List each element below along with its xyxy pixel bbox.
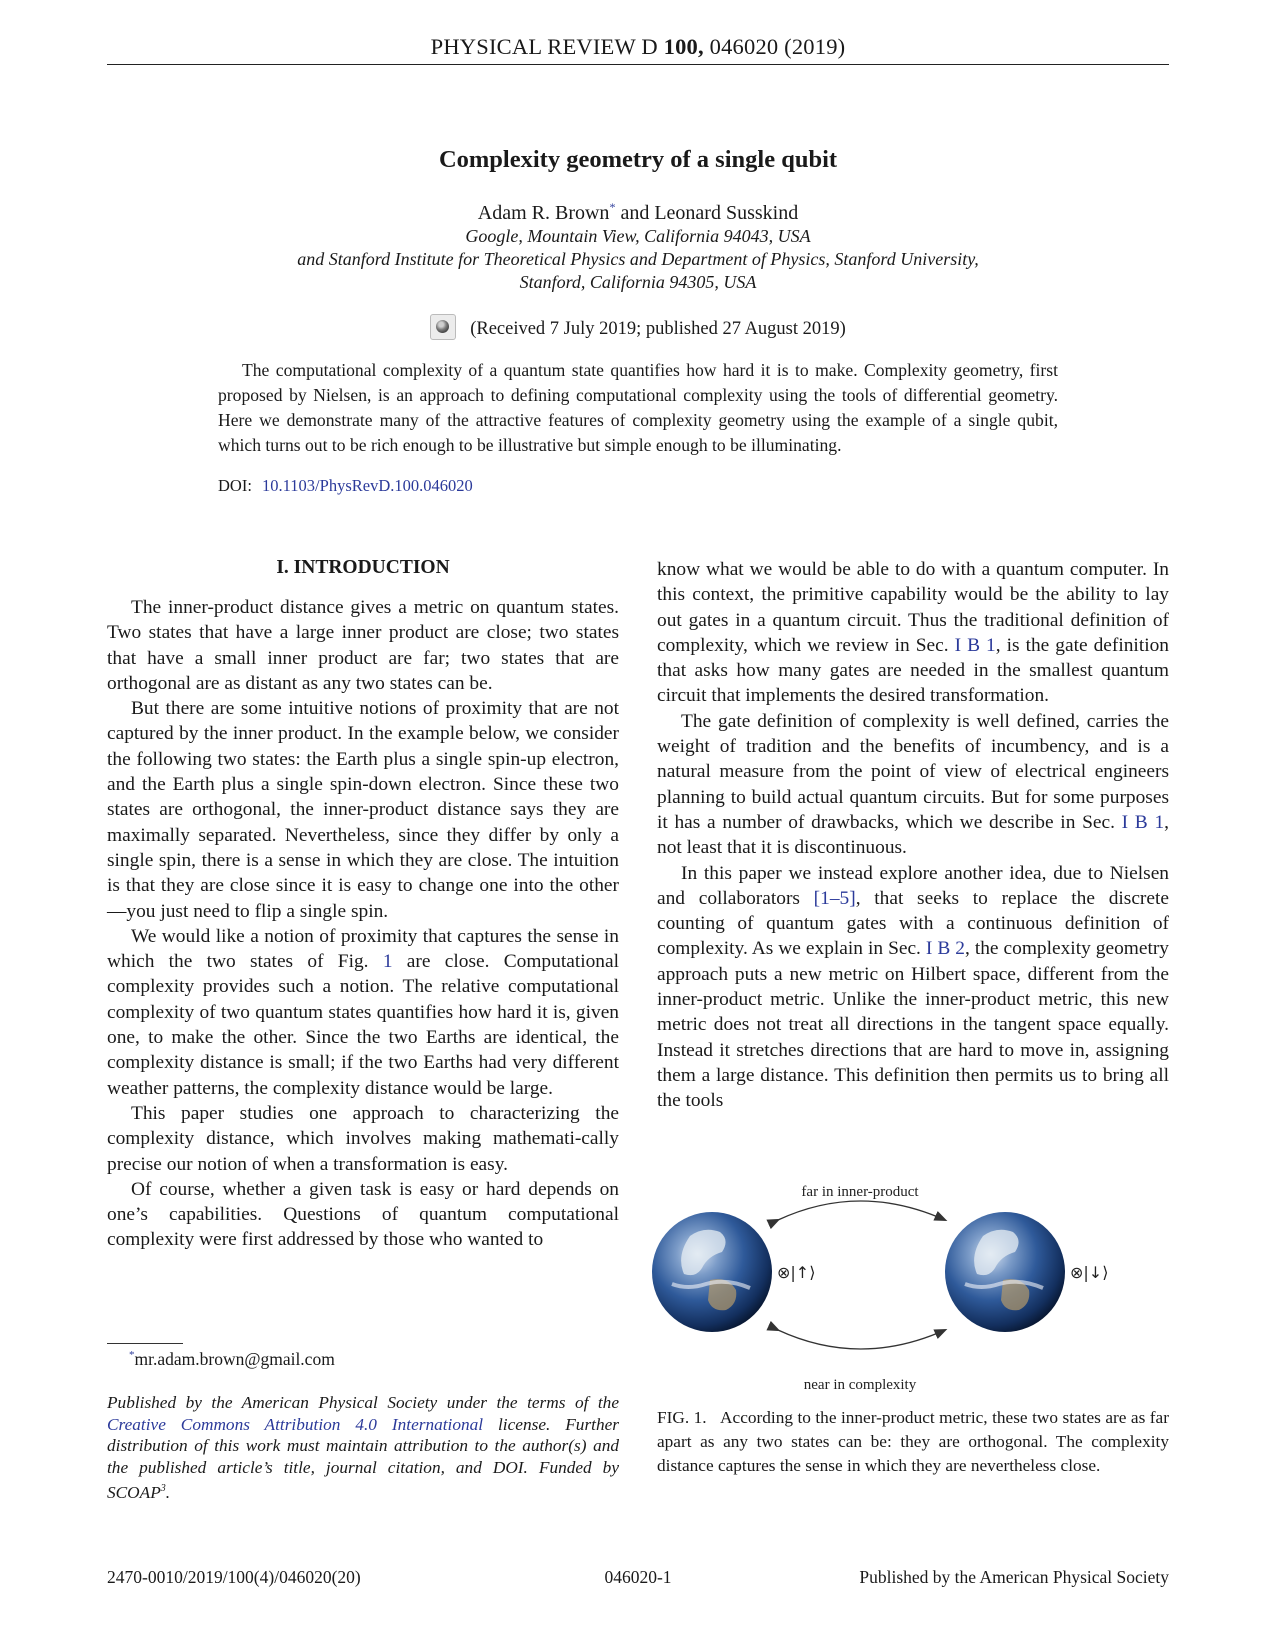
spin-down-state: ⊗|↓⟩ <box>1070 1263 1109 1282</box>
footnote-mark: * <box>129 1349 135 1361</box>
right-column <box>657 557 1169 1114</box>
affiliation-line-1: Google, Mountain View, California 94043, USA <box>465 226 811 246</box>
paragraph <box>657 709 1169 861</box>
doi-label: DOI: <box>218 476 252 495</box>
text-run: The gate definition of complexity is well defined, carries the weight of tradition and the benefits of incumbency, and is a natural measure from the point of view of electrical engineers planning to build actual quantum circuits. But for some purposes it has a number of drawbacks, which we describe in Sec. <box>657 710 1169 833</box>
received-text: (Received 7 July 2019; published 27 August 2019) <box>470 319 846 339</box>
superscript: 3 <box>160 1483 166 1494</box>
citation-link[interactable]: [1–5] <box>813 887 856 909</box>
section-heading: I. INTRODUCTION <box>276 557 450 578</box>
journal-name: PHYSICAL REVIEW D <box>430 34 658 59</box>
paragraph <box>657 861 1169 1114</box>
crossmark-icon[interactable] <box>430 314 456 340</box>
article-number: 046020 (2019) <box>709 34 846 59</box>
text-run: In this paper we instead explore another idea, due to Nielsen and collaborators <box>657 862 1169 909</box>
caption-text: According to the inner-product metric, these two states are as far apart as any two states can be: they are orthogonal. The complexity distance captures the sense in which they are nevertheless close. <box>657 1408 1169 1475</box>
far-arrow <box>778 1201 945 1220</box>
text-run: , that seeks to replace the discrete counting of quantum gates with a continuous definition of complexity. As we explain in Sec. <box>657 887 1169 960</box>
author-line <box>107 200 1169 225</box>
text-run: , the complexity geometry approach puts a new metric on Hilbert space, different from the inner-product metric. Unlike the inner-product metric, this new metric does not treat all directions in the tangent space equally. Instead it stretches directions that are hard to move in, assigning them a large distance. This definition then permits us to bring all the tools <box>657 938 1169 1112</box>
affiliation-line-2: and Stanford Institute for Theoretical Physics and Department of Physics, Stanford University, <box>297 249 979 269</box>
paragraph: This paper studies one approach to characterizing the complexity distance, which involves making mathemati-cally precise our notion of when a transformation is easy. <box>107 1102 619 1175</box>
figure-bottom-label: near in complexity <box>803 1377 917 1392</box>
figure-top-label: far in inner-product <box>801 1184 919 1200</box>
paragraph: Of course, whether a given task is easy or hard depends on one’s capabilities. Questions of quantum computational complexity were first addressed by those who wanted to <box>107 1178 619 1251</box>
left-column <box>107 595 619 1253</box>
doi-row <box>218 476 473 496</box>
text-run: are close. Computational complexity provides such a notion. The relative computational complexity of two quantum states quantifies how hard it is, given one, to make the other. Since the two Earths are identical, the complexity distance is small; if the two Earths had very different weather patterns, the complexity distance would be large. <box>107 951 619 1099</box>
paragraph: The inner-product distance gives a metric on quantum states. Two states that have a large inner product are close; two states that have a small inner product are far; two states that are orthogonal are as distant as any two states can be. <box>107 597 619 694</box>
received-dates <box>107 314 1169 340</box>
text-run: We would like a notion of proximity that captures the sense in which the two states of Fig. <box>107 925 619 973</box>
author-email[interactable]: mr.adam.brown@gmail.com <box>134 1349 335 1369</box>
text-run: , not least that it is discontinuous. <box>657 811 1169 859</box>
near-arrow <box>778 1330 945 1349</box>
earth-right-icon <box>945 1212 1065 1332</box>
figure-1 <box>650 1184 1170 1392</box>
section-ref-link[interactable]: I B 1 <box>1121 811 1165 833</box>
journal-header <box>107 34 1169 60</box>
paragraph <box>657 557 1169 709</box>
text-run: Published by the American Physical Society under the terms of the <box>107 1393 619 1412</box>
earth-left-icon <box>652 1212 772 1332</box>
footnote <box>107 1349 335 1370</box>
text-run: license. Further distribution of this work must maintain attribution to the author(s) and the published article’s title, journal citation, and DOI. Funded by SCOAP <box>107 1414 620 1502</box>
author-2: Leonard Susskind <box>654 202 799 224</box>
spin-up-state: ⊗|↑⟩ <box>777 1263 816 1282</box>
text-run: know what we would be able to do with a quantum computer. In this context, the primitive capability would be the ability to lay out gates in a quantum circuit. Thus the traditional definition of complexity, which we review in Sec. <box>657 559 1169 656</box>
doi-link[interactable]: 10.1103/PhysRevD.100.046020 <box>262 476 473 495</box>
paragraph <box>107 924 619 1101</box>
section-ref-link[interactable]: I B 1 <box>954 634 996 656</box>
footnote-rule <box>107 1343 183 1344</box>
paper-title: Complexity geometry of a single qubit <box>438 146 838 173</box>
text-run: . <box>165 1483 171 1502</box>
section-ref-link[interactable]: I B 2 <box>925 938 965 960</box>
header-rule <box>107 64 1169 65</box>
caption-label: FIG. 1. <box>657 1408 707 1427</box>
journal-volume: 100, <box>663 34 704 59</box>
author-connector: and <box>615 202 655 224</box>
author-1: Adam R. Brown <box>477 202 610 224</box>
affiliation-line-3: Stanford, California 94305, USA <box>519 272 757 292</box>
author-footnote-mark[interactable]: * <box>609 200 616 214</box>
figure-caption <box>657 1406 1169 1478</box>
footer-issn: 2470-0010/2019/100(4)/046020(20) <box>107 1567 361 1587</box>
abstract: The computational complexity of a quantum state quantifies how hard it is to make. Complexity geometry, first proposed by Nielsen, is an approach to defining computational complexity using the tools of differential geometry. Here we demonstrate many of the attractive features of complexity geometry using the example of a single qubit, which turns out to be rich enough to be illustrative but simple enough to be illuminating. <box>218 360 1058 455</box>
paragraph: But there are some intuitive notions of proximity that are not captured by the inner product. In the example below, we consider the following two states: the Earth plus a single spin-up electron, and the Earth plus a single spin-down electron. Since these two states are orthogonal, the inner-product distance says they are maximally separated. Nevertheless, since they differ by only a single spin, there is a sense in which they are close. The intuition is that they are close since it is easy to change one into the other—you just need to flip a single spin. <box>107 698 619 922</box>
text-run: , is the gate definition that asks how many gates are needed in the smallest quantum circuit that implements the desired transformation. <box>657 634 1169 707</box>
license-notice <box>107 1392 619 1504</box>
page-number: 046020-1 <box>604 1567 672 1587</box>
footer-publisher: Published by the American Physical Society <box>859 1567 1169 1587</box>
license-link[interactable]: Creative Commons Attribution 4.0 International <box>107 1414 484 1434</box>
figure-ref-link[interactable]: 1 <box>382 951 393 973</box>
